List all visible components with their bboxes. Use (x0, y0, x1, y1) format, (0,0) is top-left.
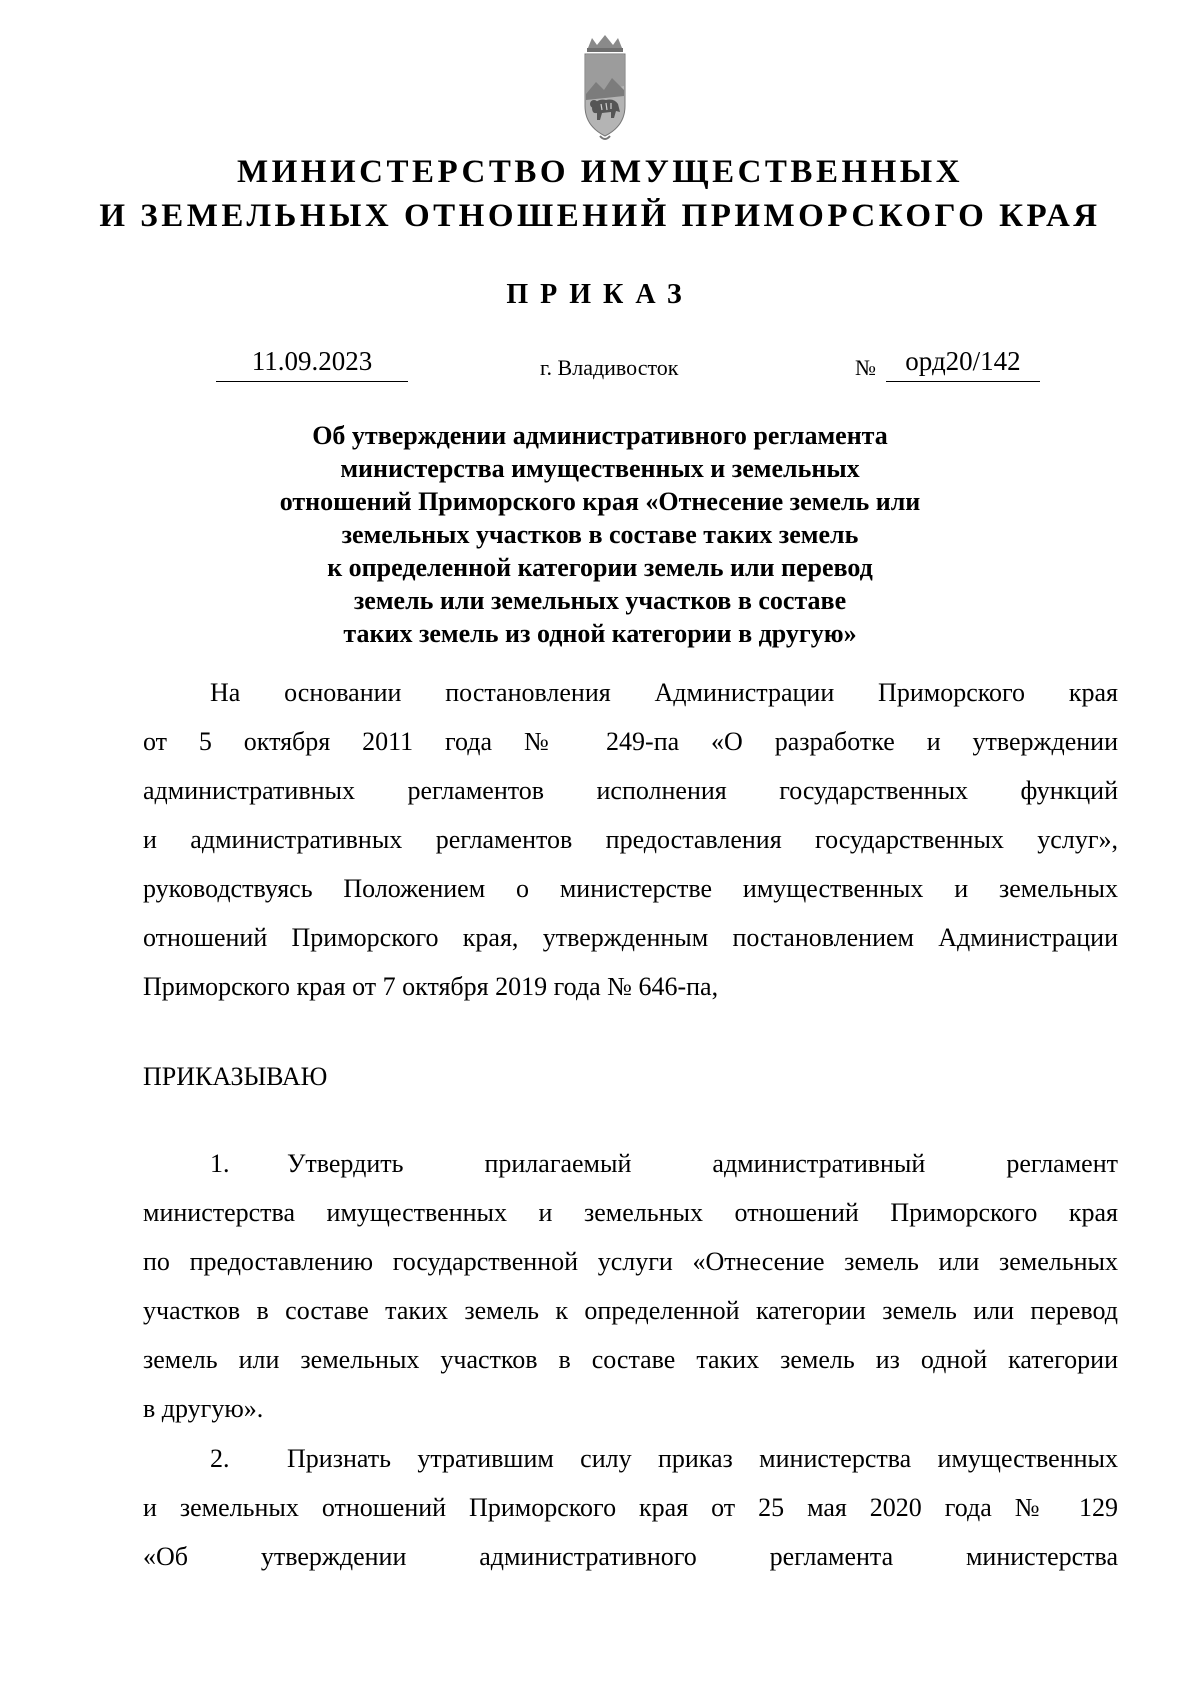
item-line: министерства имущественных и земельных отношений Приморского края (143, 1198, 1118, 1227)
item-number: 1. (210, 1149, 230, 1178)
document-type-title: ПРИКАЗ (506, 279, 694, 310)
subject-line: Об утверждении административного регламента (312, 421, 888, 450)
preamble-line: и административных регламентов предоставления государственных услуг», (143, 825, 1118, 854)
number-sign: № (855, 355, 876, 380)
item-line: участков в составе таких земель к определенной категории земель или перевод (143, 1296, 1118, 1325)
subject-line: отношений Приморского края «Отнесение земель или (279, 487, 921, 516)
item-line: в другую». (143, 1394, 264, 1423)
item-line: Признать утратившим силу приказ министерства имущественных (287, 1444, 1118, 1473)
preamble-line: Приморского края от 7 октября 2019 года № 646-па, (143, 972, 719, 1001)
item-number: 2. (210, 1444, 230, 1473)
preamble-line: отношений Приморского края, утвержденным постановлением Администрации (143, 923, 1118, 952)
subject-line: министерства имущественных и земельных (340, 454, 860, 483)
preamble-line: административных регламентов исполнения государственных функций (143, 776, 1118, 805)
order-date: 11.09.2023 (216, 348, 408, 382)
preamble-line: На основании постановления Администрации Приморского края (210, 678, 1118, 707)
decree-word: ПРИКАЗЫВАЮ (143, 1062, 328, 1091)
item-line: по предоставлению государственной услуги «Отнесение земель или земельных (143, 1247, 1118, 1276)
subject-line: таких земель из одной категории в другую» (343, 619, 857, 648)
order-number: орд20/142 (886, 348, 1040, 382)
item-line: «Об утверждении административного регламента министерства (143, 1542, 1118, 1571)
item-line: Утвердить прилагаемый административный регламент (287, 1149, 1118, 1178)
preamble-line: от 5 октября 2011 года № 249-па «О разработке и утверждении (143, 727, 1118, 756)
subject-line: земельных участков в составе таких земель (341, 520, 859, 549)
subject-line: земель или земельных участков в составе (353, 586, 847, 615)
item-line: и земельных отношений Приморского края от 25 мая 2020 года № 129 (143, 1493, 1118, 1522)
preamble-line: руководствуясь Положением о министерстве имущественных и земельных (143, 874, 1118, 903)
ministry-name-line-1: МИНИСТЕРСТВО ИМУЩЕСТВЕННЫХ (236, 154, 964, 190)
subject-line: к определенной категории земель или перевод (327, 553, 873, 582)
order-city: г. Владивосток (540, 355, 679, 380)
primorsky-krai-coat-of-arms-icon (580, 34, 630, 144)
ministry-name-line-2: И ЗЕМЕЛЬНЫХ ОТНОШЕНИЙ ПРИМОРСКОГО КРАЯ (99, 198, 1101, 234)
item-line: земель или земельных участков в составе таких земель из одной категории (143, 1345, 1118, 1374)
